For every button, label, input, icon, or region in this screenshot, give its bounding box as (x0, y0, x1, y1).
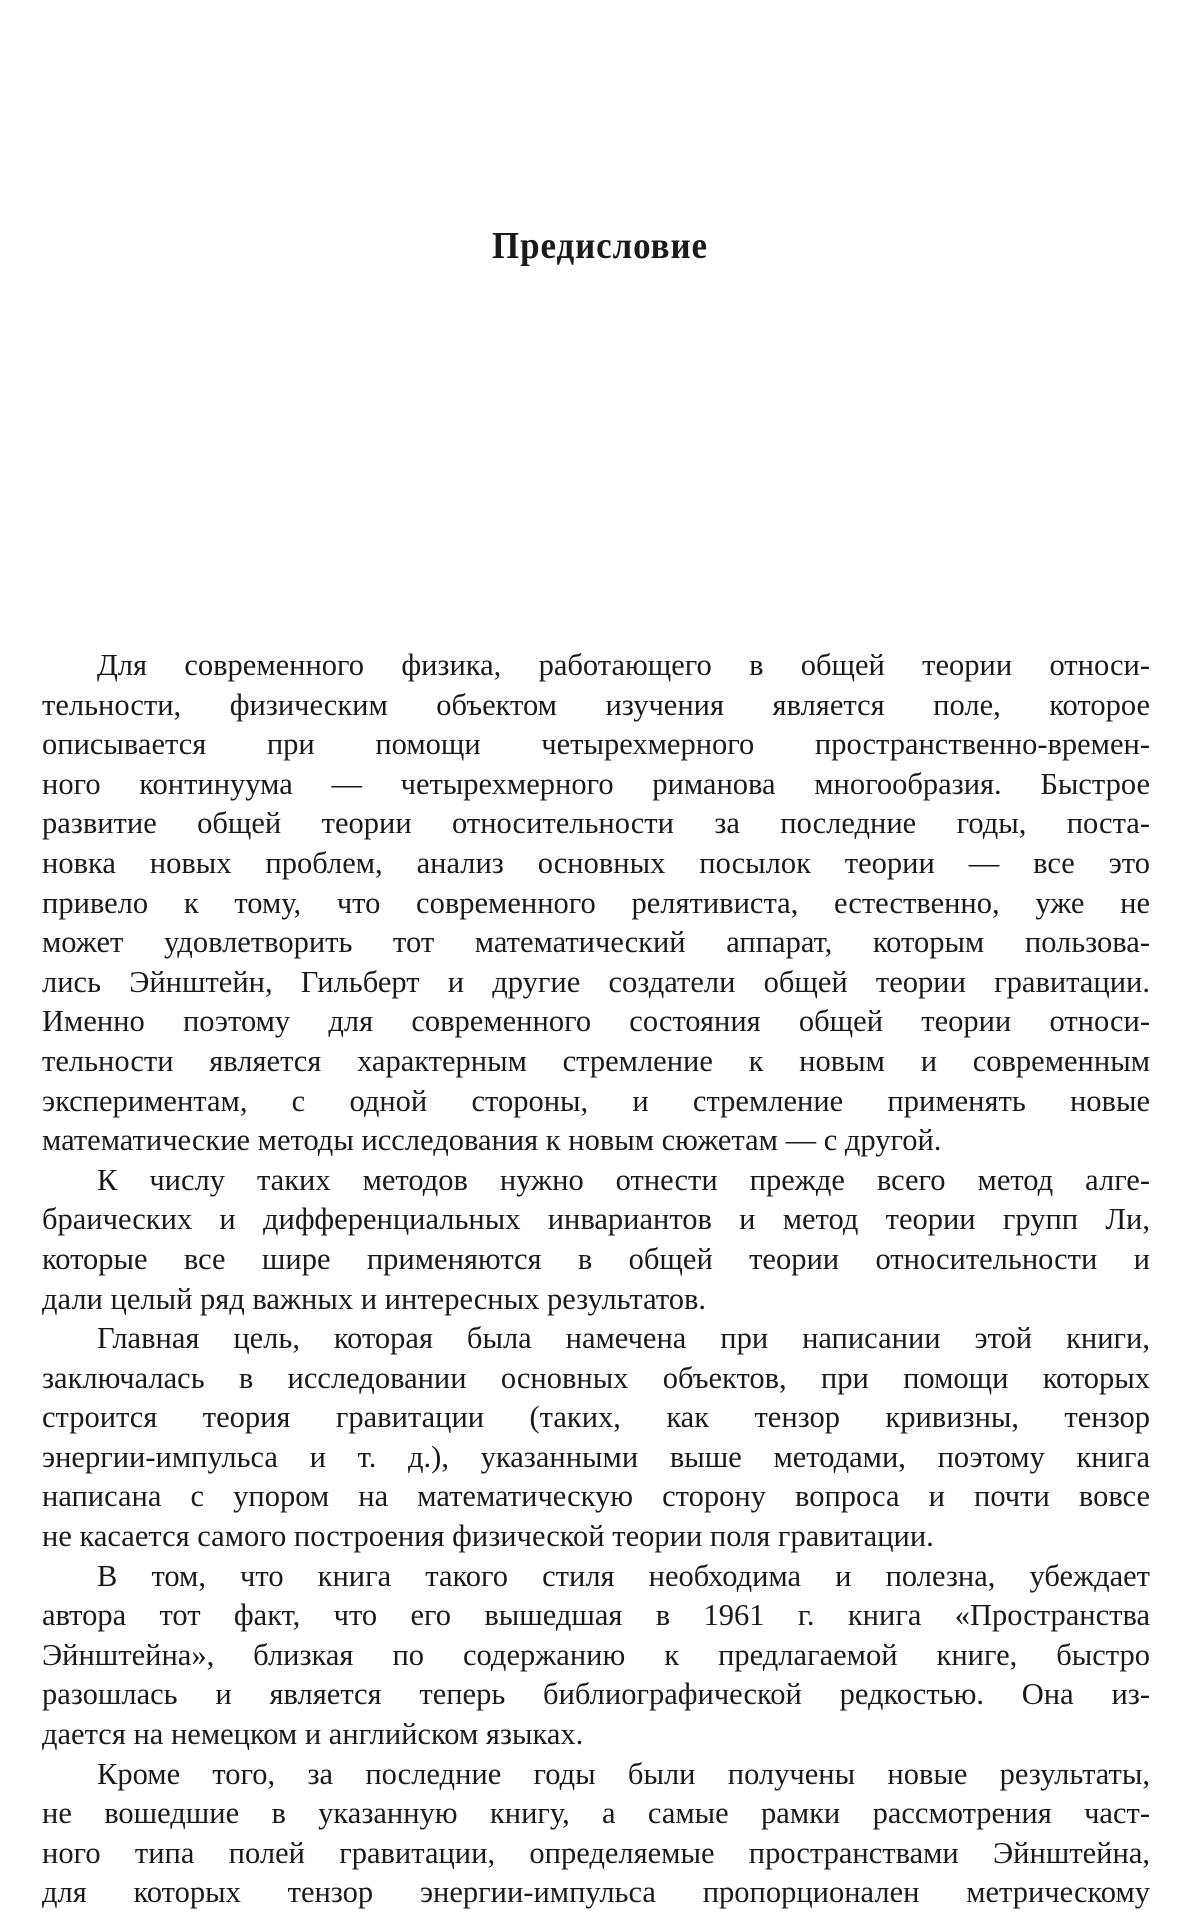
text-line: экспериментам, с одной стороны, и стремление применять новые (42, 1083, 1150, 1118)
text-line: новка новых проблем, анализ основных посылок теории — все это (42, 845, 1150, 880)
paragraph (42, 1161, 1150, 1319)
text-line: ного континуума — четырехмерного риманова многообразия. Быстрое (42, 766, 1150, 801)
text-line: описывается при помощи четырехмерного пространственно-времен- (42, 727, 1150, 762)
text-line: тельности является характерным стремление к новым и современным (42, 1043, 1150, 1078)
preface-body (42, 646, 1150, 1913)
paragraph (42, 1557, 1150, 1755)
page-title: Предисловие (492, 225, 708, 267)
text-line: Именно поэтому для современного состояния общей теории относи- (42, 1004, 1150, 1039)
text-line: Эйнштейна», близкая по содержанию к предлагаемой книге, быстро (42, 1637, 1150, 1672)
text-line: тельности, физическим объектом изучения является поле, которое (42, 687, 1150, 722)
text-line: браических и дифференциальных инвариантов и метод теории групп Ли, (42, 1202, 1150, 1237)
paragraph (42, 1755, 1150, 1913)
paragraph (42, 646, 1150, 1161)
text-line: автора тот факт, что его вышедшая в 1961 г. книга «Пространства (42, 1598, 1150, 1633)
text-line: развитие общей теории относительности за последние годы, поста- (42, 806, 1150, 841)
text-line: К числу таких методов нужно отнести прежде всего метод алге- (97, 1162, 1150, 1197)
text-line: дается на немецком и английском языках. (42, 1717, 584, 1752)
text-line: В том, что книга такого стиля необходима и полезна, убеждает (97, 1558, 1150, 1593)
text-line: лись Эйнштейн, Гильберт и другие создатели общей теории гравитации. (42, 964, 1150, 999)
text-line: заключалась в исследовании основных объектов, при помощи которых (42, 1360, 1150, 1395)
text-line: не вошедшие в указанную книгу, а самые рамки рассмотрения част- (42, 1796, 1150, 1831)
text-line: привело к тому, что современного релятивиста, естественно, уже не (42, 885, 1150, 920)
text-line: для которых тензор энергии-импульса пропорционален метрическому (42, 1875, 1150, 1910)
text-line: Для современного физика, работающего в общей теории относи- (97, 648, 1150, 682)
text-line: разошлась и является теперь библиографической редкостью. Она из- (42, 1677, 1150, 1712)
paragraph (42, 1319, 1150, 1557)
text-line: дали целый ряд важных и интересных результатов. (42, 1281, 707, 1316)
text-line: ного типа полей гравитации, определяемые пространствами Эйнштейна, (42, 1835, 1150, 1870)
text-line: строится теория гравитации (таких, как тензор кривизны, тензор (42, 1400, 1150, 1435)
text-line: не касается самого построения физической теории поля гравитации. (42, 1519, 934, 1554)
text-line: математические методы исследования к новым сюжетам — с другой. (42, 1123, 942, 1158)
text-line: которые все шире применяются в общей теории относительности и (42, 1241, 1150, 1276)
text-line: Кроме того, за последние годы были получены новые результаты, (97, 1756, 1150, 1791)
text-line: написана с упором на математическую сторону вопроса и почти вовсе (42, 1479, 1150, 1514)
text-line: Главная цель, которая была намечена при написании этой книги, (97, 1321, 1150, 1356)
text-line: энергии-импульса и т. д.), указанными выше методами, поэтому книга (42, 1439, 1150, 1474)
text-line: может удовлетворить тот математический аппарат, которым пользова- (42, 925, 1150, 960)
